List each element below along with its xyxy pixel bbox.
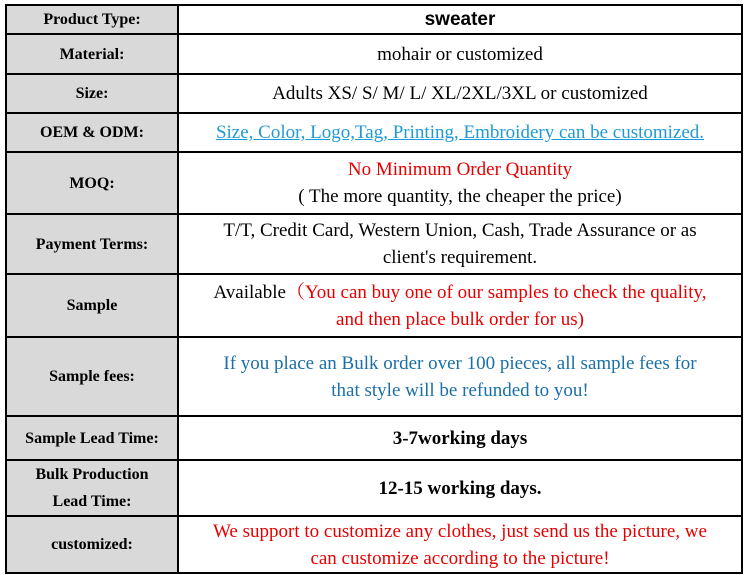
- row-material: [6, 34, 742, 74]
- label-sample-lead-time: Sample Lead Time:: [6, 416, 178, 460]
- row-customized: [6, 516, 742, 573]
- sample-note-1: （You can buy one of our samples to check the quality,: [285, 281, 707, 303]
- sample-line-2: and then place bulk order for us): [336, 308, 584, 330]
- payment-line-2: client's requirement.: [382, 247, 538, 268]
- label-material: Material:: [6, 34, 178, 74]
- row-size: [6, 74, 742, 113]
- label-customized: customized:: [6, 516, 178, 573]
- row-product-type: [6, 5, 742, 34]
- bulk-label-line-1: Bulk Production: [35, 466, 149, 483]
- value-size: Adults XS/ S/ M/ L/ XL/2XL/3XL or customized: [178, 74, 742, 113]
- label-payment: Payment Terms:: [6, 214, 178, 274]
- label-product-type: Product Type:: [6, 5, 178, 34]
- bulk-label-line-2: Lead Time:: [52, 493, 132, 510]
- label-moq: MOQ:: [6, 152, 178, 214]
- value-moq: [178, 152, 742, 214]
- value-material: mohair or customized: [178, 34, 742, 74]
- product-type-text: sweater: [424, 9, 496, 30]
- payment-line-1: T/T, Credit Card, Western Union, Cash, Trade Assurance or as: [223, 220, 697, 241]
- sample-fees-line-2: that style will be refunded to you!: [331, 379, 589, 401]
- moq-line-2: ( The more quantity, the cheaper the price): [298, 186, 622, 207]
- customized-line-2: can customize according to the picture!: [310, 547, 610, 569]
- product-spec-table: [5, 4, 743, 574]
- label-size: Size:: [6, 74, 178, 113]
- row-bulk-lead-time: [6, 460, 742, 516]
- sample-available: Available: [213, 281, 286, 303]
- value-payment: [178, 214, 742, 274]
- label-sample: Sample: [6, 274, 178, 337]
- value-oem: [178, 113, 742, 152]
- row-sample-fees: [6, 337, 742, 416]
- row-payment: [6, 214, 742, 274]
- value-sample: [178, 274, 742, 337]
- value-product-type: [178, 5, 742, 34]
- oem-customization-link[interactable]: Size, Color, Logo,Tag, Printing, Embroidery can be customized.: [215, 122, 705, 143]
- row-moq: [6, 152, 742, 214]
- sample-fees-line-1: If you place an Bulk order over 100 pieces, all sample fees for: [223, 352, 697, 374]
- row-sample-lead-time: [6, 416, 742, 460]
- value-sample-fees: [178, 337, 742, 416]
- moq-line-1: No Minimum Order Quantity: [347, 159, 573, 180]
- row-oem: [6, 113, 742, 152]
- label-sample-fees: Sample fees:: [6, 337, 178, 416]
- value-bulk-lead-time: 12-15 working days.: [178, 460, 742, 516]
- row-sample: [6, 274, 742, 337]
- label-bulk-lead-time: [6, 460, 178, 516]
- value-sample-lead-time: 3-7working days: [178, 416, 742, 460]
- sample-line-1: [183, 279, 737, 306]
- customized-line-1: We support to customize any clothes, just send us the picture, we: [213, 520, 707, 542]
- label-oem: OEM & ODM:: [6, 113, 178, 152]
- value-customized: [178, 516, 742, 573]
